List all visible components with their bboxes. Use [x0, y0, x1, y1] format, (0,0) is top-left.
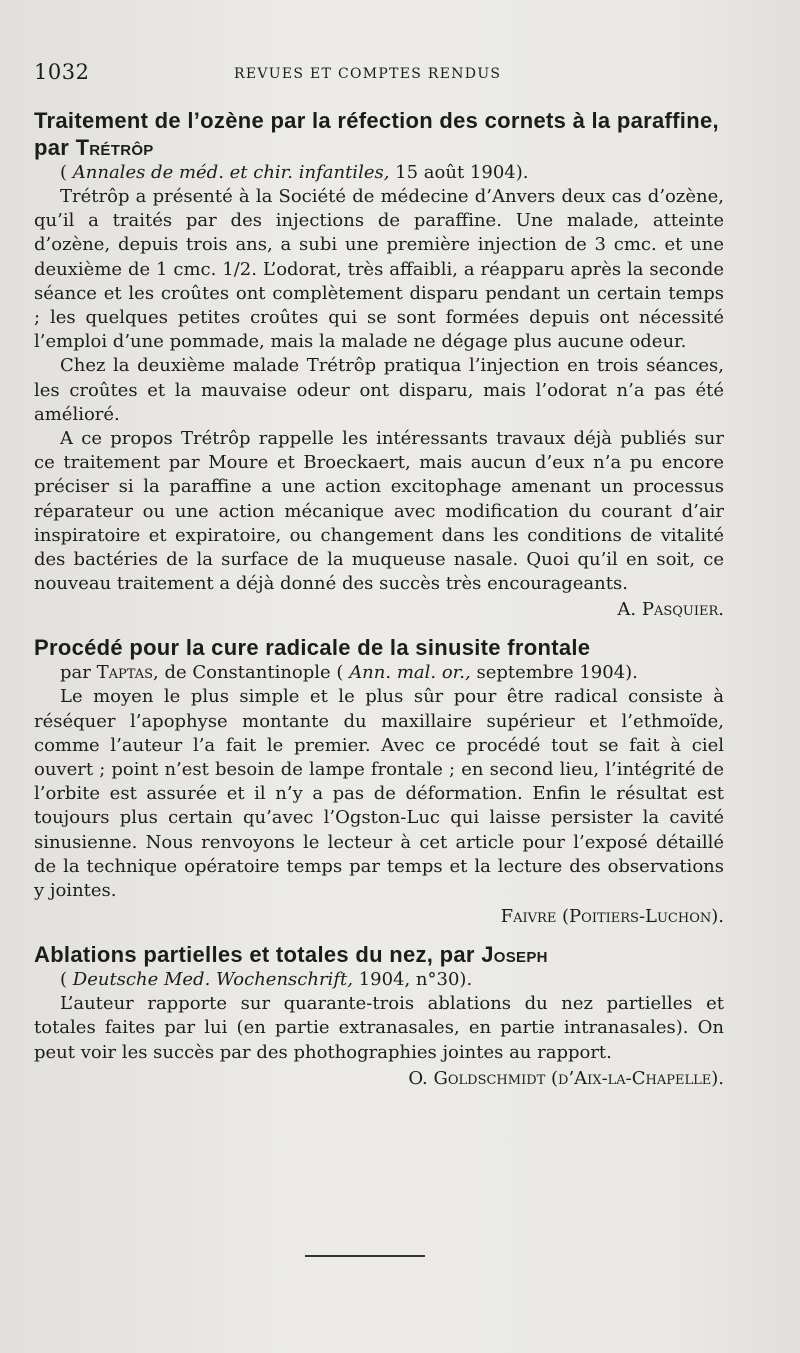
article-author: Trétrôp [75, 135, 154, 160]
citation-prefix: par [60, 662, 91, 684]
article-author: Joseph [481, 942, 548, 968]
author-signature [34, 905, 724, 929]
article-author: Taptas, [96, 662, 159, 684]
body-paragraph: Trétrôp a présenté à la Société de médecine d’Anvers deux cas d’ozène, qu’il a traités par des injections de paraffine. Une malade, atteinte d’ozène, depuis trois ans, a subi une première injection de 3 cmc. et une deuxième de 1 cmc. 1/2. L’odorat, très affaibli, a réapparu après la seconde séance et les croûtes ont complètement disparu pendant un certain temps ; les quelques petites croûtes qui se sont formées depuis ont nécessité l’emploi d’une pommade, mais la malade ne dégage plus aucune odeur. [34, 186, 724, 353]
author-signature [34, 598, 724, 622]
page-header [34, 58, 760, 90]
title-text: Traitement de l’ozène par la réfection des cornets à la paraffine, [34, 108, 719, 133]
title-text: Ablations partielles et totales du nez, [34, 942, 434, 968]
page-number: 1032 [34, 60, 90, 84]
citation [60, 161, 724, 185]
journal-name: Ann. mal. or., [349, 662, 471, 684]
title-text: Procédé pour la cure radicale de la sinusite frontale [34, 635, 591, 661]
running-title: REVUES ET COMPTES RENDUS [234, 66, 502, 82]
body-paragraph: L’auteur rapporte sur quarante-trois ablations du nez partielles et totales faites par lui (en partie extranasales, en partie intranasales). On peut voir les succès par des phothographies jointes au rapport. [34, 993, 724, 1063]
citation-middle: ( [60, 969, 68, 991]
signature-name: O. Goldschmidt (d’Aix-la-Chapelle). [408, 1067, 724, 1089]
citation-prefix: par [34, 135, 70, 160]
author-signature [34, 1067, 724, 1091]
article-title [34, 634, 724, 661]
signature-name: Faivre (Poitiers-Luchon). [500, 906, 724, 928]
signature-name: A. Pasquier. [617, 599, 724, 621]
article-title [34, 941, 724, 968]
citation-date: septembre 1904). [476, 662, 638, 684]
review-article [34, 941, 724, 1091]
article-title [34, 107, 724, 161]
body-paragraph: Le moyen le plus simple et le plus sûr pour être radical consiste à réséquer l’apophyse montante du maxillaire supérieur et l’ethmoïde, comme l’auteur l’a fait le premier. Avec ce procédé tout se fait à ciel ouvert ; point n’est besoin de lampe frontale ; en second lieu, l’intégrité de l’orbite est assurée et il n’y a pas de déformation. Enfin le résultat est toujours plus certain qu’avec l’Ogston-Luc qui laisse persister la cavité sinusienne. Nous renvoyons le lecteur à cet article pour l’exposé détaillé de la technique opératoire temps par temps et la lecture des observations y jointes. [34, 686, 724, 902]
citation-middle: de Constantinople ( [164, 662, 344, 684]
journal-name: Annales de méd. et chir. infantiles, [72, 162, 390, 183]
footer-rule [305, 1255, 425, 1257]
citation-prefix: par [439, 942, 475, 968]
citation [60, 661, 724, 685]
citation-date: 1904, n°30). [358, 969, 473, 991]
body-paragraph: A ce propos Trétrôp rappelle les intéressants travaux déjà publiés sur ce traitement par Moure et Broeckaert, mais aucun d’eux n’a pu encore préciser si la paraffine a une action excitophage amenant un processus réparateur ou une action mécanique avec modification du courant d’air inspiratoire et expiratoire, ou changement dans les conditions de vitalité des bactéries de la surface de la muqueuse nasale. Quoi qu’il en soit, ce nouveau traitement a déjà donné des succès très encourageants. [34, 428, 724, 595]
citation-middle: ( [60, 162, 68, 183]
citation-date: 15 août 1904). [395, 162, 529, 183]
review-content [34, 107, 724, 1103]
journal-name: Deutsche Med. Wochenschrift, [72, 969, 353, 991]
review-article [34, 107, 724, 622]
review-article [34, 634, 724, 929]
citation [60, 968, 724, 992]
body-paragraph: Chez la deuxième malade Trétrôp pratiqua l’injection en trois séances, les croûtes et la mauvaise odeur ont disparu, mais l’odorat n’a pas été amélioré. [34, 355, 724, 425]
